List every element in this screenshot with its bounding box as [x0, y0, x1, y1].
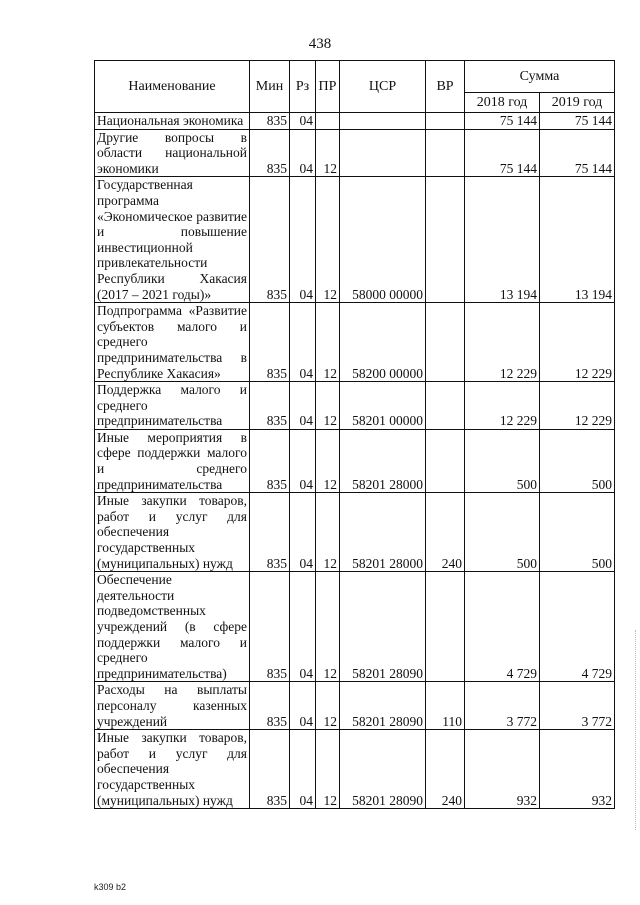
header-year-2018: 2018 год [465, 93, 540, 113]
cell-min: 835 [250, 493, 290, 572]
cell-2019: 500 [540, 493, 615, 572]
cell-name: Государственная программа «Экономическое развитие и повышение инвестиционной привлекательности Республики Хакасия (2017 – 2021 годы)» [95, 177, 250, 303]
cell-2019: 13 194 [540, 177, 615, 303]
cell-vr [426, 382, 465, 430]
cell-csr: 58201 28090 [340, 730, 426, 809]
cell-pr: 12 [316, 382, 340, 430]
table-row [95, 303, 615, 382]
cell-rz: 04 [290, 113, 316, 130]
table-row [95, 177, 615, 303]
cell-vr [426, 572, 465, 682]
cell-csr [340, 113, 426, 130]
cell-rz: 04 [290, 303, 316, 382]
table-body [95, 113, 615, 809]
page-number: 438 [308, 36, 332, 52]
cell-csr: 58201 28090 [340, 682, 426, 730]
cell-csr: 58201 00000 [340, 382, 426, 430]
cell-vr [426, 429, 465, 492]
cell-csr [340, 129, 426, 177]
cell-min: 835 [250, 177, 290, 303]
cell-rz: 04 [290, 177, 316, 303]
budget-table [94, 60, 615, 809]
cell-rz: 04 [290, 730, 316, 809]
cell-pr: 12 [316, 493, 340, 572]
cell-min: 835 [250, 682, 290, 730]
cell-2019: 4 729 [540, 572, 615, 682]
cell-pr: 12 [316, 303, 340, 382]
cell-min: 835 [250, 382, 290, 430]
table-row [95, 382, 615, 430]
header-vr: ВР [426, 61, 465, 113]
cell-name: Иные закупки товаров, работ и услуг для обеспечения государственных (муниципальных) нужд [95, 730, 250, 809]
cell-name: Иные закупки товаров, работ и услуг для обеспечения государственных (муниципальных) нужд [95, 493, 250, 572]
cell-2019: 3 772 [540, 682, 615, 730]
cell-min: 835 [250, 303, 290, 382]
cell-pr: 12 [316, 129, 340, 177]
cell-min: 835 [250, 113, 290, 130]
table-row [95, 429, 615, 492]
cell-2018: 3 772 [465, 682, 540, 730]
cell-vr [426, 113, 465, 130]
cell-csr: 58201 28090 [340, 572, 426, 682]
cell-min: 835 [250, 730, 290, 809]
cell-rz: 04 [290, 493, 316, 572]
cell-pr: 12 [316, 572, 340, 682]
cell-name: Иные мероприятия в сфере поддержки малого и среднего предпринимательства [95, 429, 250, 492]
cell-vr [426, 129, 465, 177]
cell-min: 835 [250, 572, 290, 682]
cell-2019: 75 144 [540, 129, 615, 177]
cell-2019: 932 [540, 730, 615, 809]
header-csr: ЦСР [340, 61, 426, 113]
footer-code: k309 b2 [94, 882, 127, 892]
cell-2018: 75 144 [465, 129, 540, 177]
cell-2019: 12 229 [540, 303, 615, 382]
cell-name: Поддержка малого и среднего предпринимательства [95, 382, 250, 430]
cell-rz: 04 [290, 682, 316, 730]
cell-pr [316, 113, 340, 130]
cell-rz: 04 [290, 572, 316, 682]
table-row [95, 129, 615, 177]
cell-csr: 58000 00000 [340, 177, 426, 303]
cell-name: Подпрограмма «Развитие субъектов малого и среднего предпринимательства в Республике Хакасия» [95, 303, 250, 382]
cell-rz: 04 [290, 129, 316, 177]
cell-vr [426, 303, 465, 382]
cell-2019: 12 229 [540, 382, 615, 430]
cell-min: 835 [250, 429, 290, 492]
cell-csr: 58201 28000 [340, 493, 426, 572]
table-row [95, 113, 615, 130]
cell-2018: 13 194 [465, 177, 540, 303]
cell-vr: 240 [426, 730, 465, 809]
table-row [95, 682, 615, 730]
header-min: Мин [250, 61, 290, 113]
cell-rz: 04 [290, 429, 316, 492]
cell-2019: 500 [540, 429, 615, 492]
cell-name: Национальная экономика [95, 113, 250, 130]
cell-2018: 500 [465, 493, 540, 572]
header-sum: Сумма [465, 61, 615, 93]
cell-2018: 500 [465, 429, 540, 492]
header-year-2019: 2019 год [540, 93, 615, 113]
cell-vr: 240 [426, 493, 465, 572]
cell-2018: 75 144 [465, 113, 540, 130]
cell-2018: 12 229 [465, 382, 540, 430]
margin-marks [631, 630, 636, 830]
header-rz: Рз [290, 61, 316, 113]
cell-vr: 110 [426, 682, 465, 730]
cell-name: Расходы на выплаты персоналу казенных учреждений [95, 682, 250, 730]
cell-rz: 04 [290, 382, 316, 430]
cell-2019: 75 144 [540, 113, 615, 130]
cell-2018: 4 729 [465, 572, 540, 682]
table-row [95, 493, 615, 572]
cell-name: Обеспечение деятельности подведомственных учреждений (в сфере поддержки малого и среднего предпринимательства) [95, 572, 250, 682]
cell-2018: 12 229 [465, 303, 540, 382]
table-row [95, 572, 615, 682]
cell-vr [426, 177, 465, 303]
cell-name: Другие вопросы в области национальной экономики [95, 129, 250, 177]
cell-min: 835 [250, 129, 290, 177]
cell-pr: 12 [316, 177, 340, 303]
cell-pr: 12 [316, 730, 340, 809]
header-name: Наименование [95, 61, 250, 113]
cell-csr: 58200 00000 [340, 303, 426, 382]
cell-pr: 12 [316, 682, 340, 730]
header-pr: ПР [316, 61, 340, 113]
cell-2018: 932 [465, 730, 540, 809]
table-row [95, 730, 615, 809]
cell-pr: 12 [316, 429, 340, 492]
cell-csr: 58201 28000 [340, 429, 426, 492]
